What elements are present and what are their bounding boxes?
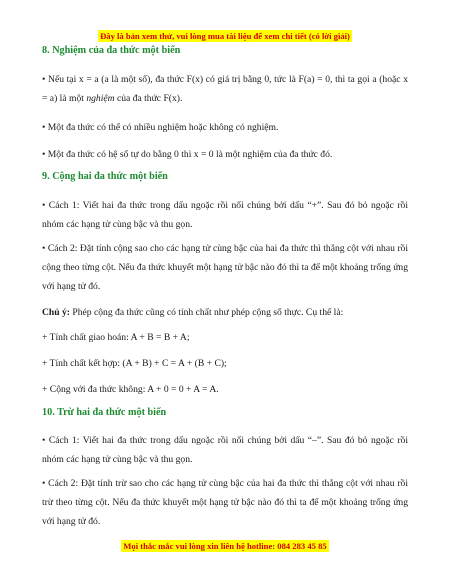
note-text: Phép cộng đa thức cũng có tính chất như phép cộng số thực. Cụ thể là: [70,307,344,318]
footer-notice-text: Mọi thắc mắc vui lòng xin liên hệ hotline: 084 283 45 85 [123,541,327,551]
property-associative: + Tính chất kết hợp: (A + B) + C = A + (B + C); [42,358,227,369]
paragraph-root-count: • Một đa thức có thể có nhiều nghiệm hoặc không có nghiệm. [42,122,279,133]
paragraph-add-method-2: • Cách 2: Đặt tính cộng sao cho các hạng tử cùng bậc của hai đa thức thì thẳng cột với nhau rồi cộng theo từng cột. Nếu đa thức khuyết một hạng tử bậc nào đó thì ta để một khoảng trống ứng với hạng tử đó. [42,243,408,292]
paragraph-root-zero: • Một đa thức có hệ số tự do bằng 0 thì x = 0 là một nghiệm của đa thức đó. [42,149,333,160]
property-zero: + Cộng với đa thức không: A + 0 = 0 + A = A. [42,384,219,395]
paragraph-sub-method-1: • Cách 1: Viết hai đa thức trong dấu ngoặc rồi nối chúng bởi dấu “–”. Sau đó bỏ ngoặc rồi nhóm các hạng tử cùng bậc và thu gọn. [42,435,408,465]
paragraph-add-method-1: • Cách 1: Viết hai đa thức trong dấu ngoặc rồi nối chúng bởi dấu “+”. Sau đó bỏ ngoặc rồi nhóm các hạng tử cùng bậc và thu gọn. [42,200,408,230]
note-label: Chú ý: [42,307,70,318]
section-heading-addition: 9. Cộng hai đa thức một biến [42,171,168,182]
section-heading-subtraction: 10. Trừ hai đa thức một biến [42,407,167,418]
footer-notice [0,536,450,554]
section-heading-roots: 8. Nghiệm của đa thức một biến [42,45,181,56]
header-notice [0,26,450,44]
paragraph-sub-method-2: • Cách 2: Đặt tính trừ sao cho các hạng tử cùng bậc của hai đa thức thì thẳng cột với nhau rồi trừ theo từng cột. Nếu đa thức khuyết một hạng tử bậc nào đó thì ta để một khoảng trống ứng với hạng tử đó. [42,478,408,527]
property-commutative: + Tính chất giao hoán: A + B = B + A; [42,332,190,343]
paragraph-root-definition: • Nếu tại x = a (a là một số), đa thức F(x) có giá trị bằng 0, tức là F(a) = 0, thì ta gọi a (hoặc x = a) là một nghiệm của đa thức F(x). [42,74,408,104]
note-paragraph [42,303,408,322]
header-notice-text: Đây là bản xem thử, vui lòng mua tài liệu để xem chi tiết (có lời giải) [100,31,350,41]
